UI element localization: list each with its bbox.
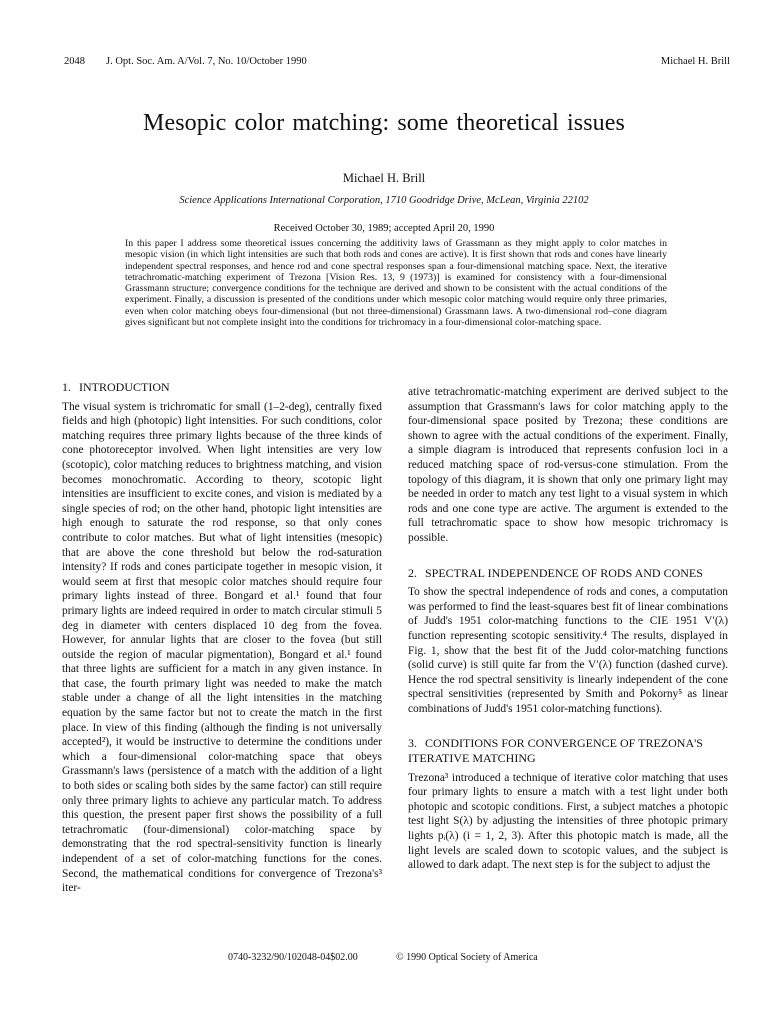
copyright-notice: © 1990 Optical Society of America	[396, 952, 538, 963]
author-name: Michael H. Brill	[342, 171, 426, 185]
abstract: In this paper I address some theoretical issues concerning the additivity laws of Grassmann as they might apply to color matches in mesopic vision (in which light intensities are such that both rods and cones are active). It is first shown that rods and cones have linearly independent spectral responses, and hence rod and cone spectral responses span a four-dimensional matching space. Next, the iterative tetrachromatic-matching experiment of Trezona [Vision Res. 13, 9 (1973)] is examined for consistency with a four-dimensional Grassmann structure; convergence conditions for the technique are derived and shown to be consistent with the actual conditions of the experiment. Finally, a discussion is presented of the conditions under which mesopic color matching would require only three primaries, even when color matching obeys four-dimensional (but not three-dimensional) Grassmann laws. A two-dimensional rod–cone diagram gives significant but not complete insight into the conditions for trichromacy in a four-dimensional color-matching space.	[125, 238, 667, 329]
section-number: 3.	[408, 736, 417, 751]
author-affiliation: Science Applications International Corporation, 1710 Goodridge Drive, McLean, Virginia 22102	[179, 195, 589, 206]
section-number: 1.	[62, 380, 71, 394]
section-heading-convergence	[408, 736, 728, 765]
right-column	[408, 385, 728, 873]
paper-title: Mesopic color matching: some theoretical issues	[143, 110, 625, 136]
section-title: CONDITIONS FOR CONVERGENCE OF TREZONA'S ITERATIVE MATCHING	[408, 736, 703, 766]
section-title: SPECTRAL INDEPENDENCE OF RODS AND CONES	[425, 565, 703, 580]
introduction-body: The visual system is trichromatic for small (1–2-deg), centrally fixed fields and high (photopic) light intensities. For such conditions, color matching requires three primary lights because of the three kinds of cone photoreceptor involved. When light intensities are very low (scotopic), color matching reduces to brightness matching, and vision becomes monochromatic. According to theory, scotopic light intensities are insufficient to excite cones, and vision is mediated by a single species of rod; on the other hand, photopic light intensities are high enough to saturate the rod response, so that only cones contribute to color matches. But what of light intensities (mesopic) that are above the cone threshold but below the rod-saturation intensity? If rods and cones participate together in mesopic vision, it would seem at first that mesopic color matches should require four primary lights instead of three. Bongard et al.¹ found that four primary lights are indeed required in order to match circular stimuli 5 deg in diameter with centers displaced 10 deg from the fovea. However, for annular lights that are closer to the fovea (but still outside the region of macular pigmentation), Bongard et al.¹ found that three lights are sufficient for a match in any given instance. In that case, the fourth primary light was needed to make the match stable under a change of all the light intensities in the matching equation by the same factor but not to create the match in the first place. In view of this finding (although the finding is not universally accepted²), it would be instructive to determine the conditions under which a four-dimensional color-matching space that obeys Grassmann's laws (persistence of a match with the addition of a light to both sides or scaling both sides by the same factor) can still require only three primary lights to achieve any particular match. To address this question, the present paper first shows the possibility of a full tetrachromatic (four-dimensional) color-matching space by demonstrating that the rod spectral-sensitivity function is linearly independent of a set of color-matching functions for the cones. Second, the mathematical conditions for convergence of Trezona's³ iter-	[62, 400, 382, 895]
section-heading-introduction	[62, 380, 382, 395]
page-number: 2048	[64, 56, 85, 67]
introduction-continued: ative tetrachromatic-matching experiment are derived subject to the assumption that Grassmann's laws for color matching apply to the four-dimensional space posited by Trezona; these conditions are shown to agree with the actual conditions of the experiment. Finally, a simple diagram is introduced that represents confusion loci in a reduced matching space of rod-versus-cone stimulation. From the topology of this diagram, it is shown that only one primary light may be needed in order to match any test light to a visual system in which rods and one cone type are active. The argument is extended to the full tetrachromatic space to show how mesopic trichromacy is possible.	[408, 386, 728, 544]
section-title: INTRODUCTION	[79, 380, 170, 394]
convergence-body: Trezona³ introduced a technique of iterative color matching that uses four primary lights to ensure a match with a test light under both photopic and scotopic conditions. First, a subject matches a photopic test light S(λ) by adjusting the intensities of three photopic primary lights pᵢ(λ) (i = 1, 2, 3). After this photopic match is made, all the light levels are scaled down to scotopic values, and the subject is allowed to dark adapt. The next step is for the subject to adjust the	[408, 771, 728, 872]
left-column	[62, 380, 382, 896]
journal-citation: J. Opt. Soc. Am. A/Vol. 7, No. 10/October 1990	[106, 56, 307, 67]
section-number: 2.	[408, 565, 417, 580]
received-dates: Received October 30, 1989; accepted April 20, 1990	[273, 223, 495, 234]
spectral-independence-body: To show the spectral independence of rods and cones, a computation was performed to find the least-squares best fit of linear combinations of Judd's 1951 color-matching functions to the CIE 1951 V′(λ) function representing scotopic sensitivity.⁴ The results, displayed in Fig. 1, show that the best fit of the Judd color-matching functions (solid curve) is still quite far from the V′(λ) function (dashed curve). Hence the rod spectral sensitivity is linearly independent of the cone spectral sensitivities (represented by Smith and Pokorny⁵ as linear combinations of Judd's 1951 color-matching functions).	[408, 586, 728, 715]
issn-code: 0740-3232/90/102048-04$02.00	[228, 952, 358, 963]
running-author: Michael H. Brill	[660, 56, 730, 67]
section-heading-spectral-independence	[408, 566, 728, 581]
